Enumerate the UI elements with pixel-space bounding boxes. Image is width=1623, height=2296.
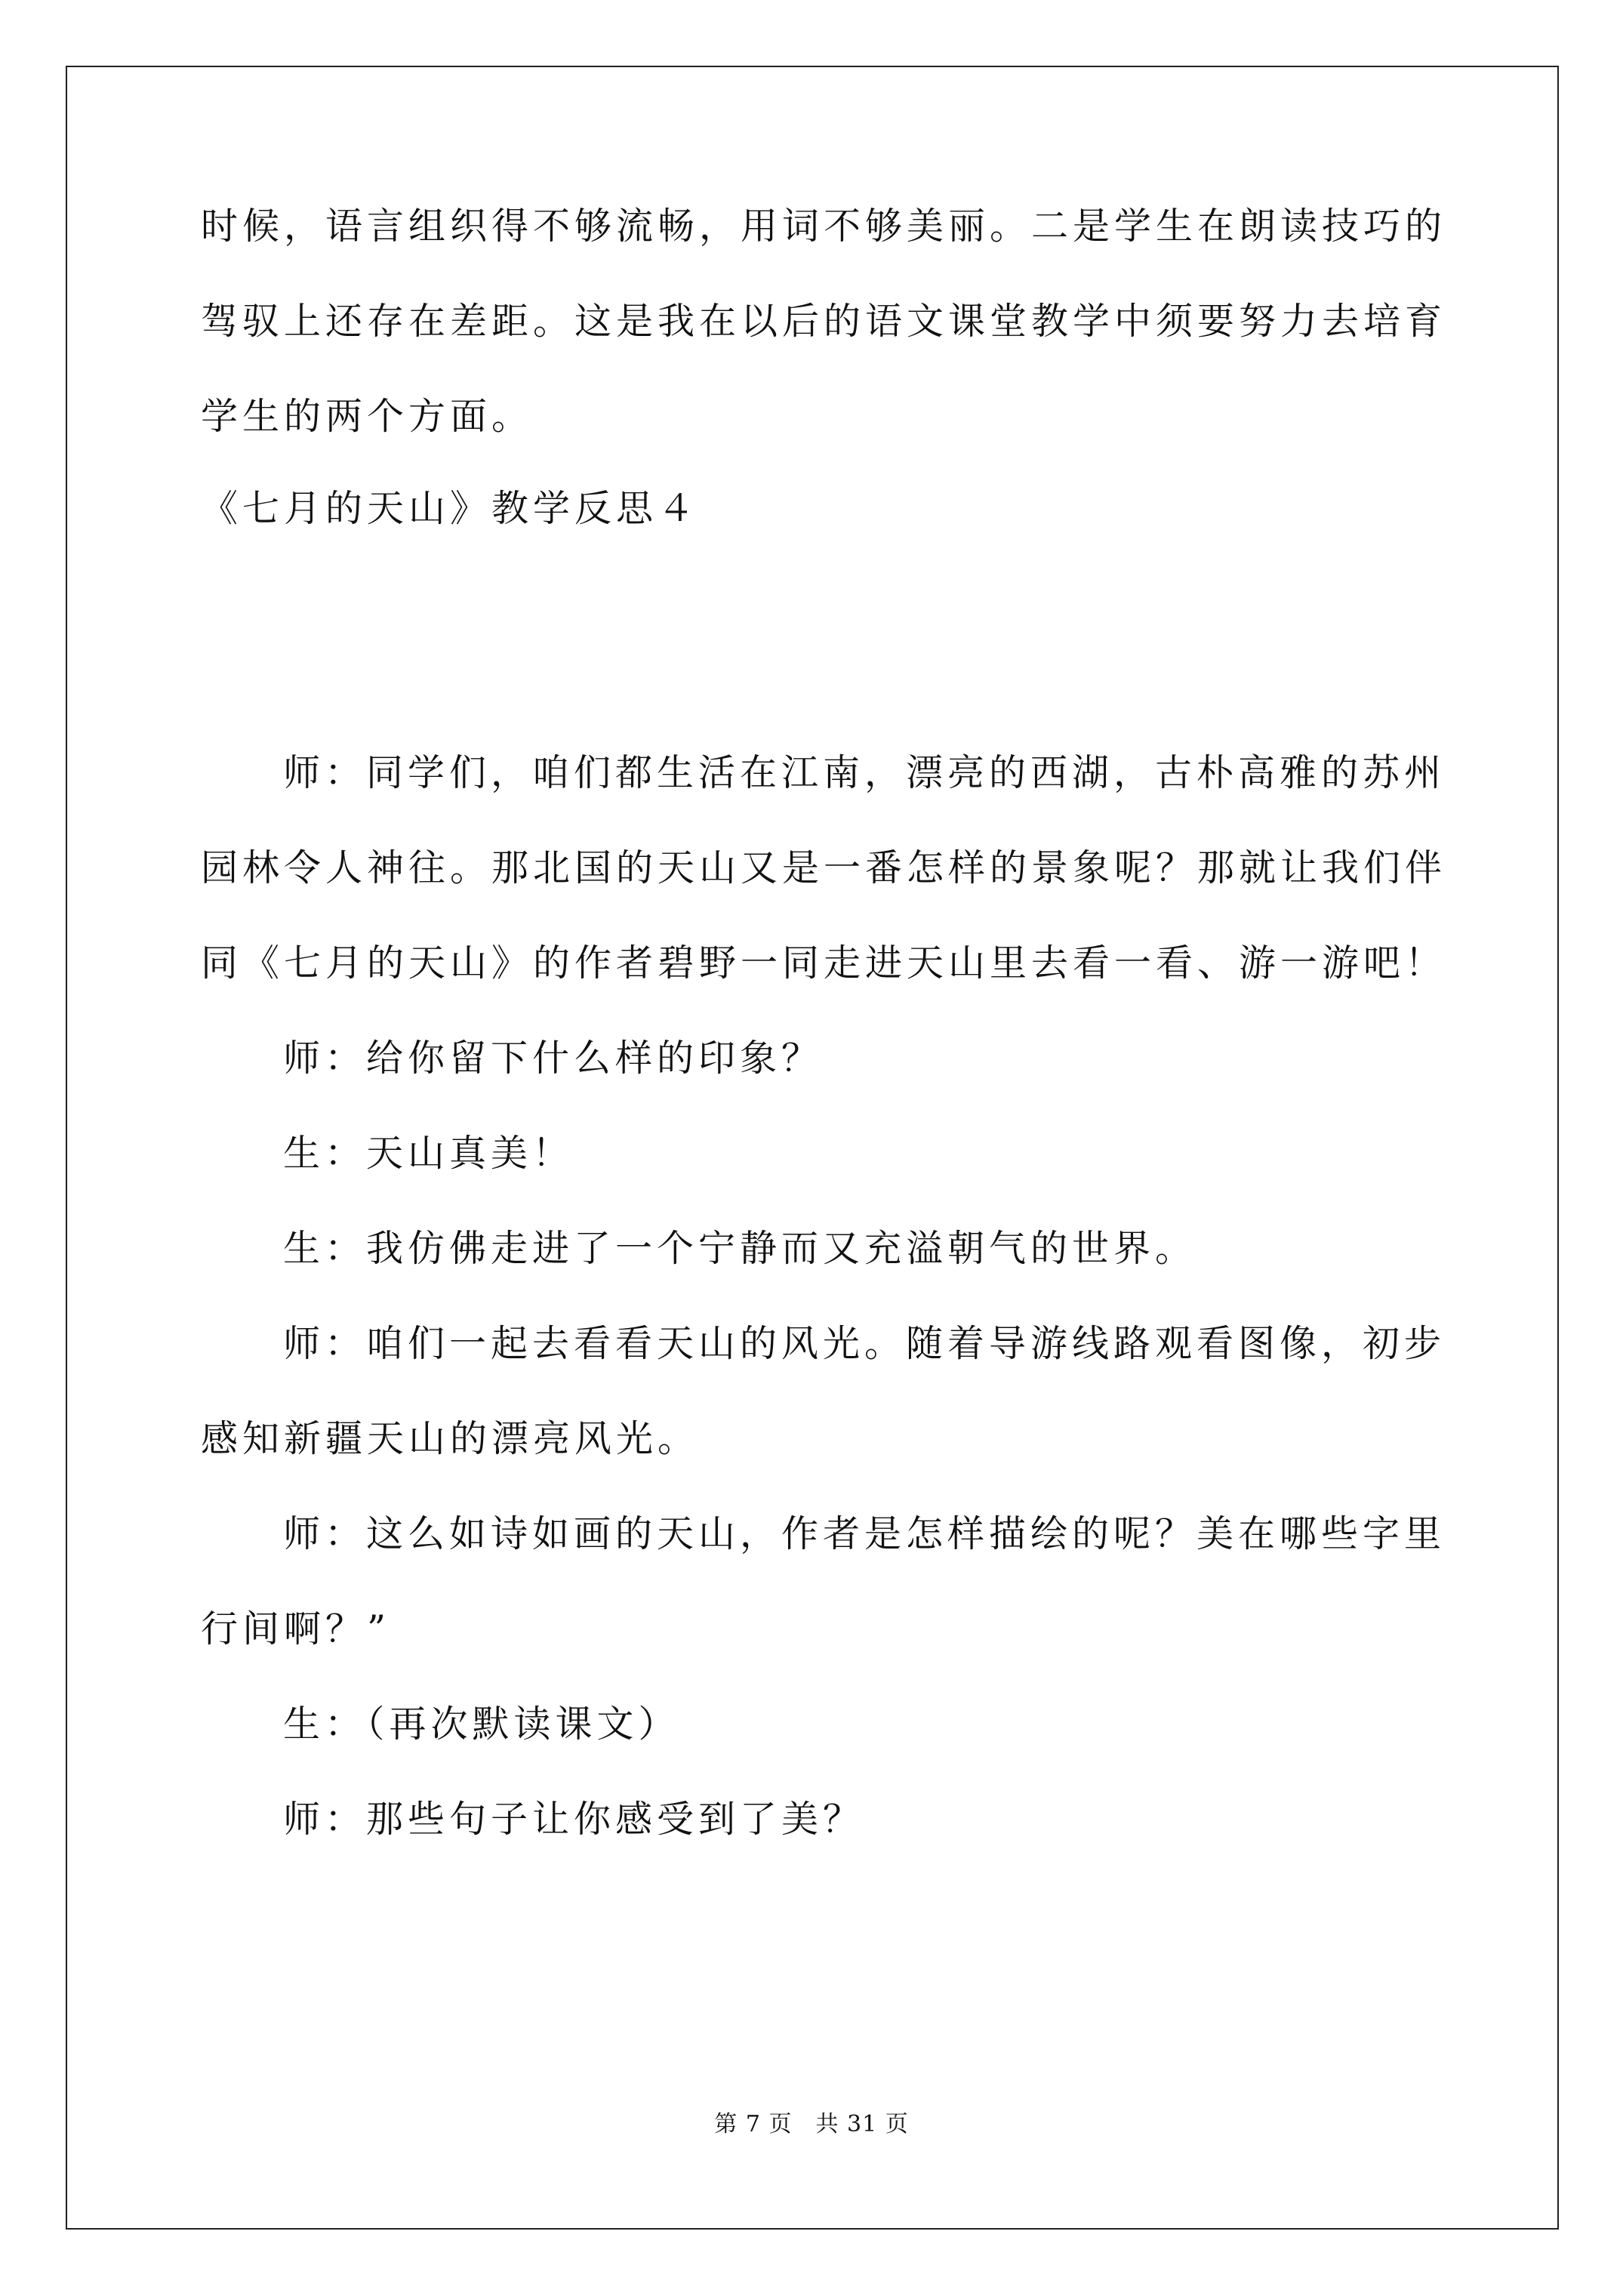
body-text-line: 师：同学们，咱们都生活在江南，漂亮的西湖，古朴高雅的苏州 xyxy=(283,751,1446,794)
body-text-line: 师：咱们一起去看看天山的风光。随着导游线路观看图像，初步 xyxy=(283,1322,1446,1365)
body-text-line: 感知新疆天山的漂亮风光。 xyxy=(201,1417,700,1460)
body-text-line: 师：给你留下什么样的印象？ xyxy=(283,1037,824,1080)
page-number-footer: 第 7 页 共 31 页 xyxy=(714,2111,909,2137)
body-text-line: 同《七月的天山》的作者碧野一同走进天山里去看一看、游一游吧！ xyxy=(201,942,1447,985)
body-text-line: 园林令人神往。那北国的天山又是一番怎样的景象呢？那就让我们伴 xyxy=(201,846,1447,889)
body-text-line: 生：天山真美！ xyxy=(283,1132,574,1175)
body-text-line: 生：我仿佛走进了一个宁静而又充溢朝气的世界。 xyxy=(283,1227,1197,1270)
body-text-line: 学生的两个方面。 xyxy=(201,395,534,438)
body-text-line: 行间啊？” xyxy=(201,1607,391,1650)
body-text-line: 生：（再次默读课文） xyxy=(283,1703,680,1746)
body-text-line: 师：那些句子让你感受到了美？ xyxy=(283,1798,865,1841)
body-text-line: 驾驭上还存在差距。这是我在以后的语文课堂教学中须要努力去培育 xyxy=(201,300,1447,343)
body-text-line: 时候，语言组织得不够流畅，用词不够美丽。二是学生在朗读技巧的 xyxy=(201,205,1447,248)
section-heading: 《七月的天山》教学反思４ xyxy=(201,487,700,530)
body-text-line: 师：这么如诗如画的天山，作者是怎样描绘的呢？美在哪些字里 xyxy=(283,1512,1446,1555)
